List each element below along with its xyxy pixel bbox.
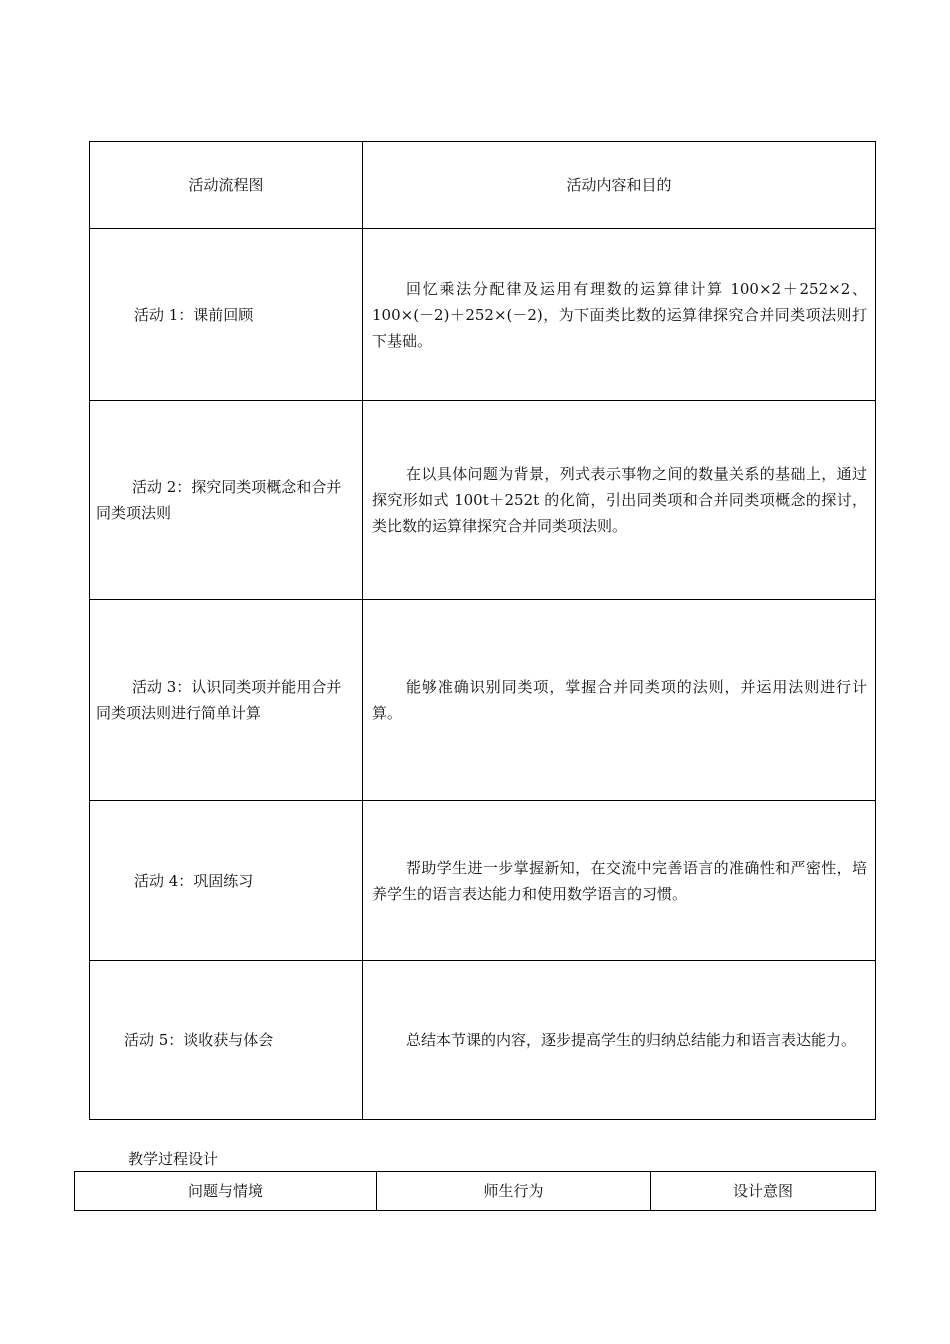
activity-4-name: 活动 4：巩固练习 — [90, 801, 363, 961]
activity-4-content: 帮助学生进一步掌握新知，在交流中完善语言的准确性和严密性，培养学生的语言表达能力和使用数学语言的习惯。 — [363, 801, 876, 961]
table-row — [90, 600, 876, 801]
activity-1-content: 回忆乘法分配律及运用有理数的运算律计算 100×2＋252×2、100×(－2)＋252×(－2)，为下面类比数的运算律探究合并同类项法则打下基础。 — [363, 229, 876, 401]
activity-table — [89, 141, 876, 1120]
header-teacher-student-behavior: 师生行为 — [377, 1172, 651, 1211]
activity-3-name: 活动 3：认识同类项并能用合并同类项法则进行简单计算 — [90, 600, 363, 801]
table-row — [90, 401, 876, 600]
activity-1-name: 活动 1：课前回顾 — [90, 229, 363, 401]
header-flowchart: 活动流程图 — [90, 142, 363, 229]
header-problem-situation: 问题与情境 — [75, 1172, 377, 1211]
header-content-purpose: 活动内容和目的 — [363, 142, 876, 229]
activity-3-content: 能够准确识别同类项，掌握合并同类项的法则，并运用法则进行计算。 — [363, 600, 876, 801]
process-table — [74, 1171, 876, 1211]
activity-5-name: 活动 5：谈收获与体会 — [90, 961, 363, 1120]
header-design-intent: 设计意图 — [651, 1172, 876, 1211]
activity-table-header — [90, 142, 876, 229]
table-row — [90, 229, 876, 401]
table-row — [90, 961, 876, 1120]
activity-5-content: 总结本节课的内容，逐步提高学生的归纳总结能力和语言表达能力。 — [363, 961, 876, 1120]
activity-2-name: 活动 2：探究同类项概念和合并同类项法则 — [90, 401, 363, 600]
section-caption: 教学过程设计 — [128, 1150, 219, 1168]
table-row — [90, 801, 876, 961]
activity-2-content: 在以具体问题为背景，列式表示事物之间的数量关系的基础上，通过探究形如式 100t＋252t 的化简，引出同类项和合并同类项概念的探讨，类比数的运算律探究合并同类项法则。 — [363, 401, 876, 600]
process-table-header — [75, 1172, 876, 1211]
